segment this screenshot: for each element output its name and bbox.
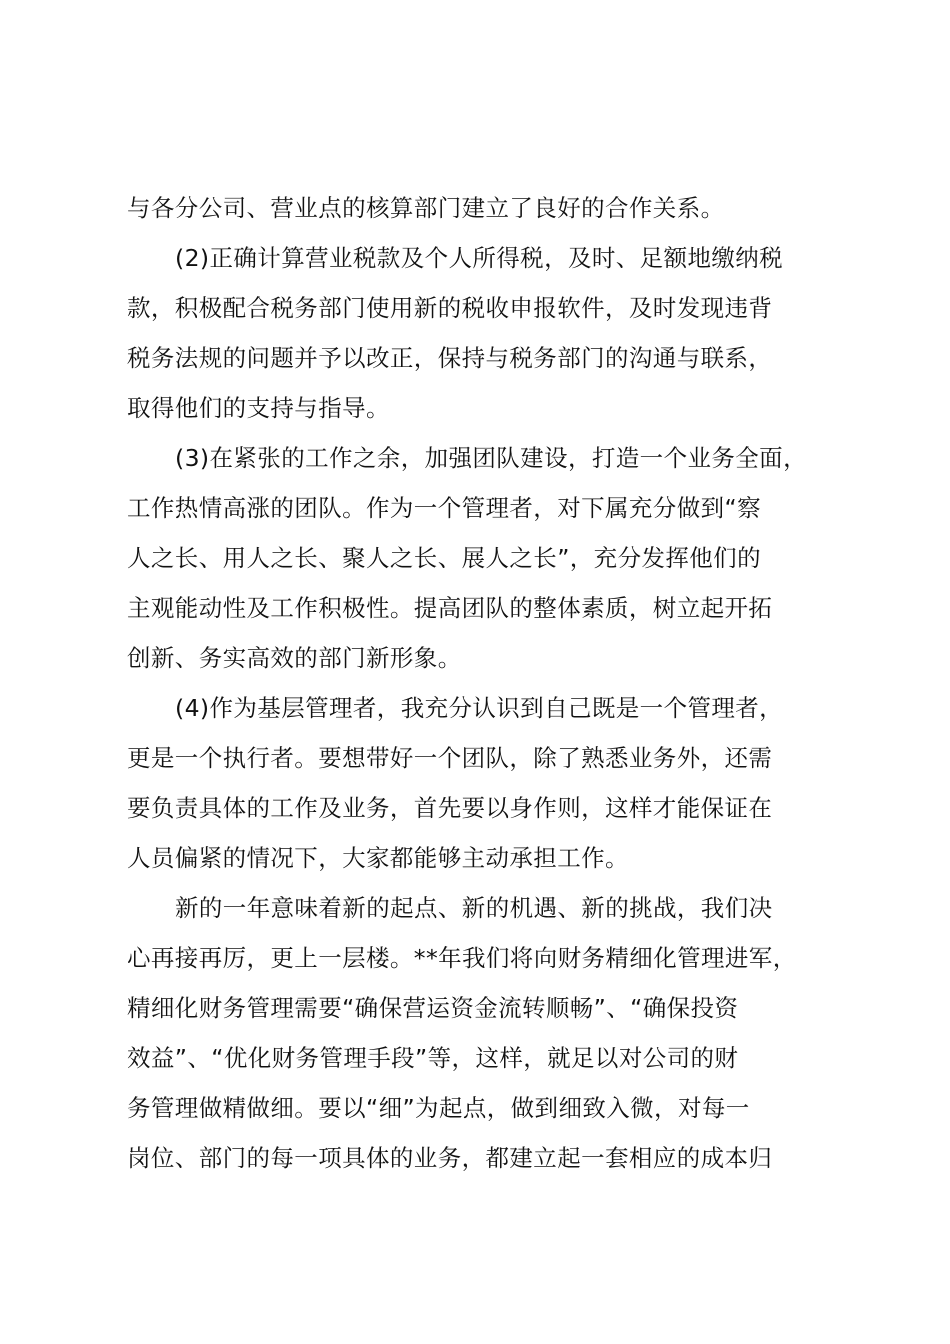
text-line: 心再接再厉，更上一层楼。**年我们将向财务精细化管理进军， (127, 944, 797, 972)
text-line: 更是一个执行者。要想带好一个团队，除了熟悉业务外，还需 (127, 744, 773, 772)
text-line: 精细化财务管理需要“确保营运资金流转顺畅”、“确保投资 (127, 994, 739, 1022)
text-line: 务管理做精做细。要以“细”为起点，做到细致入微，对每一 (127, 1094, 750, 1122)
text-line: 工作热情高涨的团队。作为一个管理者，对下属充分做到“察 (127, 494, 761, 522)
text-line: 要负责具体的工作及业务，首先要以身作则，这样才能保证在 (127, 794, 773, 822)
paragraph-4-start: (4)作为基层管理者，我充分认识到自己既是一个管理者， (175, 694, 784, 722)
paragraph-3-start: (3)在紧张的工作之余，加强团队建设，打造一个业务全面， (175, 444, 807, 472)
paragraph-2-start: (2)正确计算营业税款及个人所得税，及时、足额地缴纳税 (175, 244, 784, 272)
text-line: 人员偏紧的情况下，大家都能够主动承担工作。 (127, 844, 629, 872)
text-line: 岗位、部门的每一项具体的业务，都建立起一套相应的成本归 (127, 1144, 773, 1172)
paragraph-5-start: 新的一年意味着新的起点、新的机遇、新的挑战，我们决 (175, 894, 773, 922)
text-line: 效益”、“优化财务管理手段”等，这样，就足以对公司的财 (127, 1044, 739, 1072)
text-line: 税务法规的问题并予以改正，保持与税务部门的沟通与联系， (127, 344, 773, 372)
text-line: 人之长、用人之长、聚人之长、展人之长”，充分发挥他们的 (127, 544, 761, 572)
text-line: 主观能动性及工作积极性。提高团队的整体素质，树立起开拓 (127, 594, 773, 622)
text-line: 取得他们的支持与指导。 (127, 394, 390, 422)
text-line: 款，积极配合税务部门使用新的税收申报软件，及时发现违背 (127, 294, 773, 322)
text-line: 创新、务实高效的部门新形象。 (127, 644, 462, 672)
body-text (127, 183, 847, 1183)
text-line: 与各分公司、营业点的核算部门建立了良好的合作关系。 (127, 194, 725, 222)
